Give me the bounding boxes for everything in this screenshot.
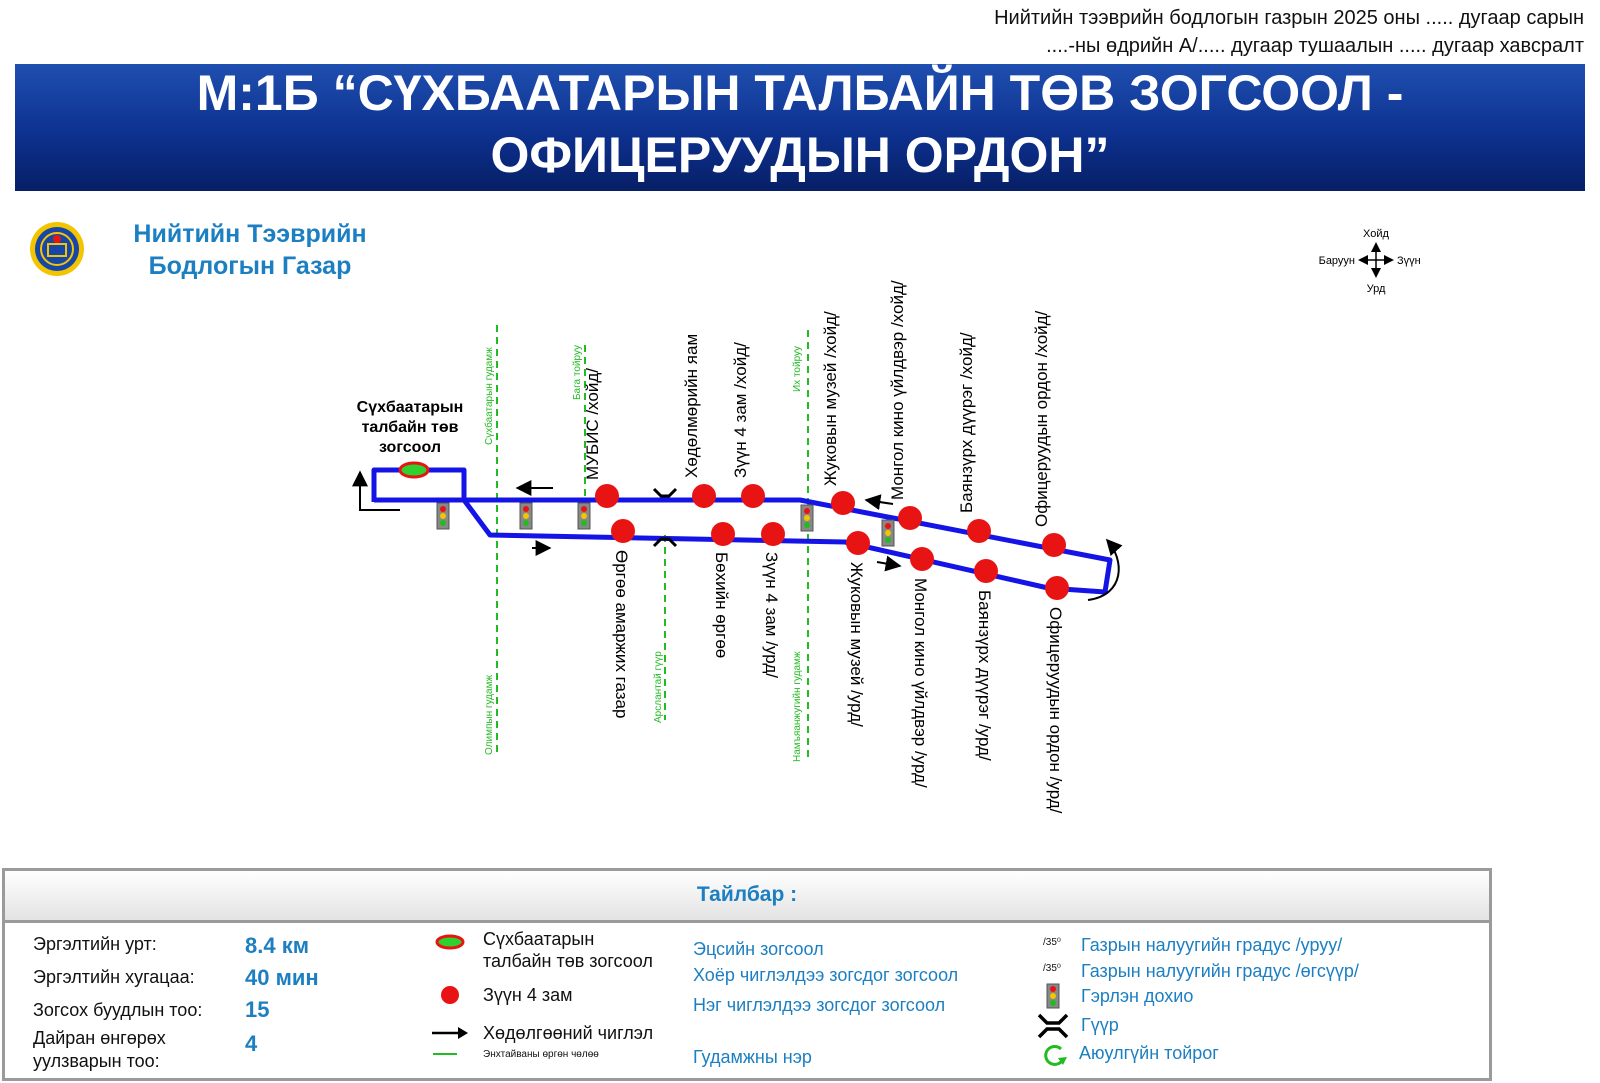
street-label-arslantai-bridge: Арслантай гүүр <box>653 651 664 723</box>
stop-label-north-2: Хөдөлмөрийн яам <box>682 333 701 478</box>
traffic-light-legend-icon <box>1045 983 1061 1009</box>
roundabout-legend: Аюулгүйн тойрог <box>1079 1043 1219 1063</box>
legend-title: Тайлбар : <box>696 883 798 906</box>
stop-legend-label: Зүүн 4 зам <box>483 985 573 1005</box>
roundabout-icon <box>1039 1041 1069 1071</box>
terminal-marker <box>400 463 428 477</box>
route-duration-value: 40 мин <box>245 965 319 990</box>
legend-panel <box>2 868 1492 1081</box>
direction-legend-label: Хөдөлгөөний чиглэл <box>483 1023 654 1043</box>
terminal-label-line-2: талбайн төв <box>361 419 459 436</box>
compass-east-label: Зүүн <box>1397 255 1421 267</box>
stop-label-south-2: Бөхийн өргөө <box>712 552 731 659</box>
stops-south <box>611 519 1069 600</box>
stop-north-zhukov[interactable] <box>831 491 855 515</box>
stop-label-north-6: Баянзүрх дүүрэг /хойд/ <box>957 332 976 513</box>
route-length-value: 8.4 км <box>245 933 309 958</box>
stop-north-bayanzurkh[interactable] <box>967 519 991 543</box>
street-label-olympic: Олимпын гудамж <box>484 674 495 755</box>
stop-south-bayanzurkh[interactable] <box>974 559 998 583</box>
stop-label-south-4: Жуковын музей /урд/ <box>847 562 866 727</box>
traffic-light-icon <box>801 505 813 531</box>
one-way-stop-legend: Нэг чиглэлдээ зогсдог зогсоол <box>693 995 946 1015</box>
stop-legend-icon <box>438 981 466 1009</box>
stop-label-north-1: МУБИС /хойд/ <box>583 368 602 480</box>
direction-arrow-icon <box>428 1023 472 1043</box>
stop-label-north-3: Зүүн 4 зам /хойд/ <box>731 342 750 478</box>
stop-count-value: 15 <box>245 997 270 1022</box>
stop-label-south-7: Офицеруудын ордон /урд/ <box>1046 607 1065 814</box>
terminal-legend-label-2: талбайн төв зогсоол <box>483 951 653 971</box>
traffic-light-icon <box>578 503 590 529</box>
intersection-count-label-1: Дайран өнгөрөх <box>33 1028 166 1048</box>
compass-west-label: Баруун <box>1318 255 1355 267</box>
route-title-line-2: ОФИЦЕРУУДЫН ОРДОН” <box>490 127 1110 183</box>
stop-north-east-4[interactable] <box>741 484 765 508</box>
compass-south-label: Урд <box>1366 283 1386 295</box>
street-label-namyanju: Намъяанжугийн гудамж <box>792 651 803 762</box>
stop-south-urguu[interactable] <box>611 519 635 543</box>
stop-north-kino[interactable] <box>898 506 922 530</box>
traffic-light-icon <box>437 503 449 529</box>
stop-label-south-6: Баянзүрх дүүрэг /урд/ <box>975 590 994 761</box>
stop-south-officers[interactable] <box>1045 576 1069 600</box>
stop-south-wrestling[interactable] <box>711 522 735 546</box>
compass-north-label: Хойд <box>1363 228 1389 240</box>
stop-north-mubis[interactable] <box>595 484 619 508</box>
two-way-stop-legend: Хоёр чиглэлдээ зогсдог зогсоол <box>693 965 959 985</box>
stop-label-north-4: Жуковын музей /хойд/ <box>821 311 840 486</box>
stop-south-kino[interactable] <box>910 547 934 571</box>
agency-name-line-2: Бодлогын Газар <box>148 252 352 280</box>
stop-label-south-1: Өргөө амаржих газар <box>612 550 631 719</box>
street-label-small-ring: Бага тойруу <box>572 345 583 400</box>
stop-north-officers[interactable] <box>1042 533 1066 557</box>
order-note-line-2: ....-ны өдрийн А/..... дугаар тушаалын ..... дугаар хавсралт <box>1046 35 1584 57</box>
route-legend-label: Энхтайваны өргөн чөлөө <box>483 1049 599 1060</box>
route-line <box>374 470 1110 592</box>
traffic-light-icon <box>520 503 532 529</box>
route-title-line-1: М:1Б “СҮХБААТАРЫН ТАЛБАЙН ТӨВ ЗОГСООЛ - <box>196 65 1404 121</box>
order-note-line-1: Нийтийн тээврийн бодлогын газрын 2025 оны ..... дугаар сарын <box>994 7 1584 29</box>
stop-count-label: Зогсох буудлын тоо: <box>33 1000 203 1020</box>
stop-north-labor-ministry[interactable] <box>692 484 716 508</box>
bridge-legend-icon <box>1035 1011 1071 1041</box>
route-length-label: Эргэлтийн урт: <box>33 934 157 954</box>
bridge-legend: Гүүр <box>1081 1015 1119 1035</box>
street-line-legend-icon <box>431 1049 461 1059</box>
terminal-label-line-3: зогсоол <box>379 439 441 456</box>
intersection-count-label-2: уулзварын тоо: <box>33 1051 160 1071</box>
stop-label-north-7: Офицеруудын ордон /хойд/ <box>1032 310 1051 527</box>
street-label-big-ring: Их тойруу <box>792 345 803 392</box>
stop-south-zhukov[interactable] <box>846 531 870 555</box>
terminal-label-line-1: Сүхбаатарын <box>356 399 464 416</box>
compass-icon <box>1358 242 1394 278</box>
slope-up-icon: /35⁰ <box>1043 963 1061 974</box>
intersection-count-value: 4 <box>245 1031 258 1056</box>
traffic-light-icon <box>882 520 894 546</box>
street-name-legend: Гудамжны нэр <box>693 1047 812 1067</box>
stop-south-east-4[interactable] <box>761 522 785 546</box>
agency-name-line-1: Нийтийн Тээврийн <box>133 220 367 248</box>
traffic-light-legend: Гэрлэн дохио <box>1081 986 1194 1006</box>
terminal-legend-label-1: Сүхбаатарын <box>483 929 595 949</box>
slope-up-legend: Газрын налуугийн градус /өгсүүр/ <box>1081 961 1359 981</box>
slope-down-legend: Газрын налуугийн градус /уруу/ <box>1081 935 1343 955</box>
slope-down-icon: /35⁰ <box>1043 937 1061 948</box>
stop-label-south-3: Зүүн 4 зам /урд/ <box>762 552 781 678</box>
terminal-legend-icon <box>433 931 473 955</box>
street-label-sukhbaatar: Сүхбаатарын гудамж <box>484 347 495 445</box>
stop-label-south-5: Монгол кино үйлдвэр /урд/ <box>911 578 930 788</box>
legend-header <box>5 871 1489 923</box>
route-duration-label: Эргэлтийн хугацаа: <box>33 967 195 987</box>
stop-label-north-5: Монгол кино үйлдвэр /хойд/ <box>888 280 907 500</box>
end-stop-legend: Эцсийн зогсоол <box>693 939 824 959</box>
